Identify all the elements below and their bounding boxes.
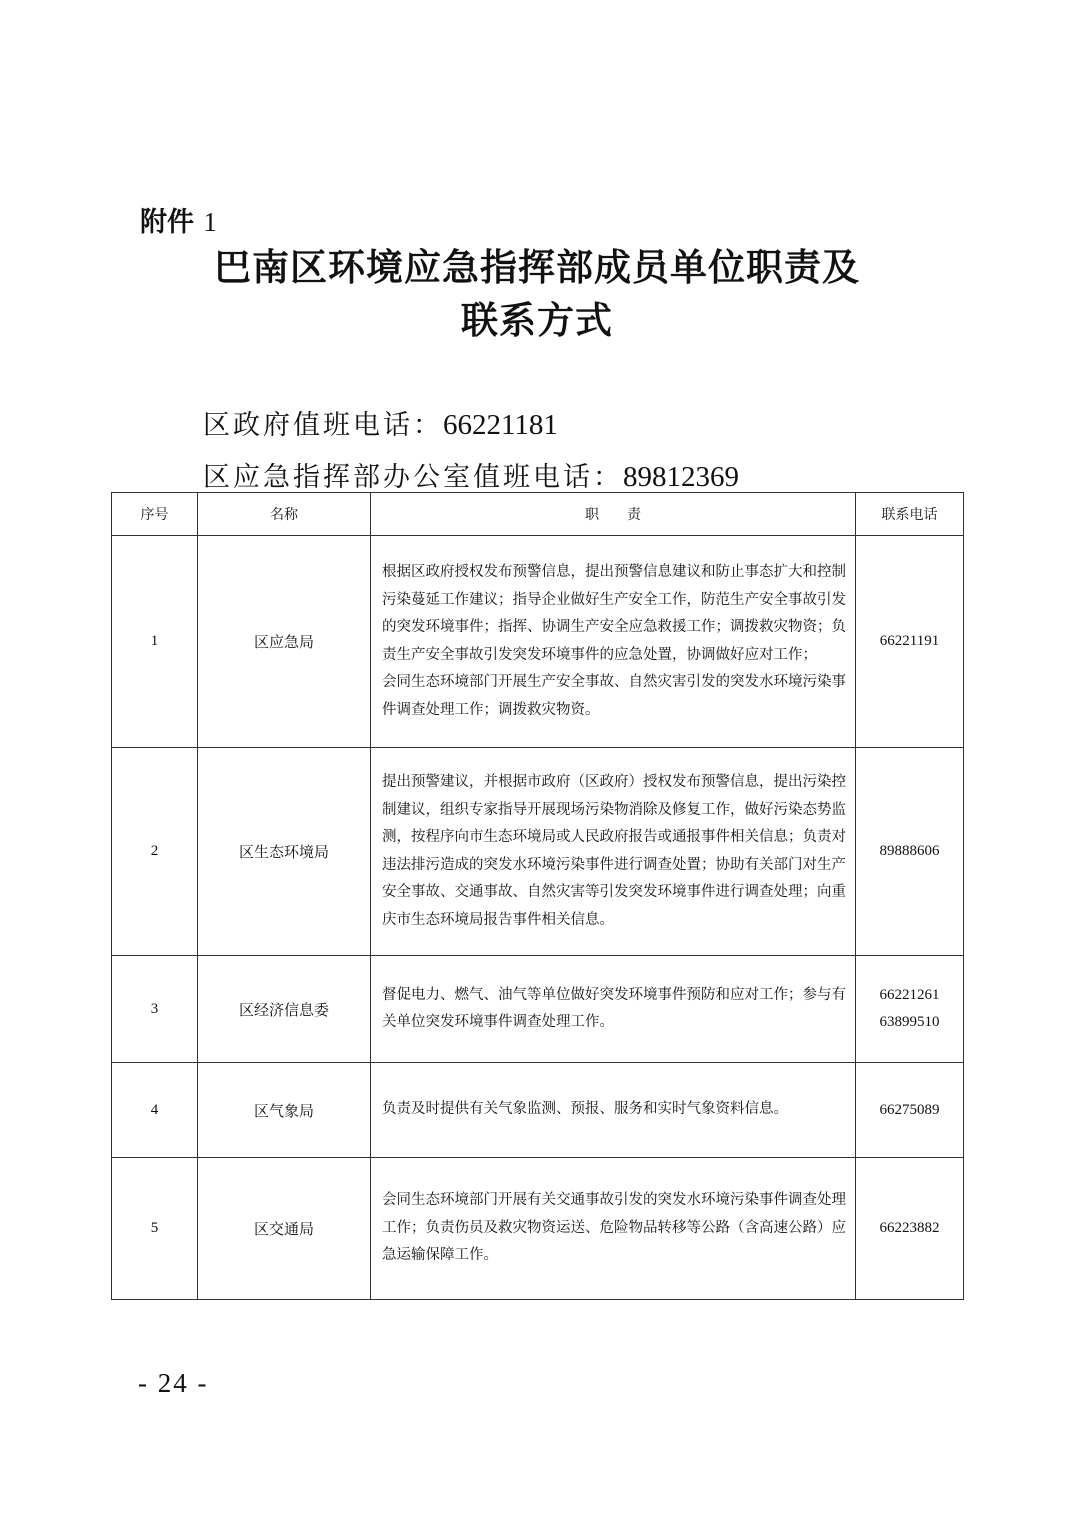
duty-paragraph: 会同生态环境部门开展生产安全事故、自然灾害引发的突发水环境污染事件调查处理工作；调拨救灾物资。 bbox=[382, 674, 846, 718]
phone-number: 66221261 bbox=[879, 987, 940, 1003]
phone-number: 89888606 bbox=[879, 843, 940, 859]
table-row bbox=[112, 1063, 964, 1158]
cell-unit-name: 区应急局 bbox=[198, 536, 371, 748]
cell-no: 4 bbox=[112, 1063, 198, 1158]
cell-unit-name: 区经济信息委 bbox=[198, 956, 371, 1063]
header-tel: 联系电话 bbox=[856, 493, 964, 536]
table-row bbox=[112, 536, 964, 748]
cell-unit-name: 区气象局 bbox=[198, 1063, 371, 1158]
cell-no: 2 bbox=[112, 748, 198, 956]
duty-paragraph: 提出预警建议，并根据市政府（区政府）授权发布预警信息，提出污染控制建议，组织专家指导开展现场污染物消除及修复工作，做好污染态势监测，按程序向市生态环境局或人民政府报告或通报事件相关信息；负责对违法排污造成的突发水环境污染事件进行调查处置；协助有关部门对生产安全事故、交通事故、自然灾害等引发突发环境事件进行调查处理；向重庆市生态环境局报告事件相关信息。 bbox=[382, 774, 846, 928]
cell-duty bbox=[371, 1158, 856, 1300]
document-title-line-1: 巴南区环境应急指挥部成员单位职责及 bbox=[214, 246, 860, 289]
cell-duty bbox=[371, 956, 856, 1063]
phone-number: 66223882 bbox=[879, 1220, 940, 1236]
phone-number: 66275089 bbox=[879, 1101, 940, 1118]
duty-paragraph: 会同生态环境部门开展有关交通事故引发的突发水环境污染事件调查处理工作；负责伤员及救灾物资运送、危险物品转移等公路（含高速公路）应急运输保障工作。 bbox=[382, 1192, 846, 1264]
cell-phone bbox=[856, 1063, 964, 1158]
attachment-prefix: 附件 bbox=[140, 207, 194, 238]
cell-unit-name: 区交通局 bbox=[198, 1158, 371, 1300]
cell-phone bbox=[856, 1158, 964, 1300]
district-gov-duty-phone bbox=[203, 403, 558, 442]
table-header-row bbox=[112, 493, 964, 536]
cell-phone bbox=[856, 536, 964, 748]
document-title-line-2: 联系方式 bbox=[461, 299, 613, 342]
duty-paragraph: 根据区政府授权发布预警信息，提出预警信息建议和防止事态扩大和控制污染蔓延工作建议；指导企业做好生产安全工作，防范生产安全事故引发的突发环境事件；指挥、协调生产安全应急救援工作；调拨救灾物资；负责生产安全事故引发突发环境事件的应急处置，协调做好应对工作； bbox=[382, 564, 846, 663]
header-name: 名称 bbox=[198, 493, 371, 536]
cell-no: 5 bbox=[112, 1158, 198, 1300]
phone-number: 89812369 bbox=[623, 461, 739, 493]
duty-paragraph: 督促电力、燃气、油气等单位做好突发环境事件预防和应对工作；参与有关单位突发环境事件调查处理工作。 bbox=[382, 986, 846, 1030]
cell-phone bbox=[856, 956, 964, 1063]
cell-phone bbox=[856, 748, 964, 956]
page-number: - 24 - bbox=[138, 1368, 209, 1398]
table-row bbox=[112, 748, 964, 956]
table-row bbox=[112, 956, 964, 1063]
cell-duty bbox=[371, 536, 856, 748]
header-duty: 职 责 bbox=[371, 493, 856, 536]
phone-label: 区政府值班电话： bbox=[203, 410, 443, 441]
phone-number: 63899510 bbox=[879, 1014, 940, 1030]
cell-duty bbox=[371, 1063, 856, 1158]
cell-no: 1 bbox=[112, 536, 198, 748]
attachment-label bbox=[140, 200, 217, 239]
emergency-office-duty-phone bbox=[203, 455, 739, 494]
cell-duty bbox=[371, 748, 856, 956]
duty-paragraph: 负责及时提供有关气象监测、预报、服务和实时气象资料信息。 bbox=[382, 1101, 788, 1118]
cell-no: 3 bbox=[112, 956, 198, 1063]
phone-number: 66221181 bbox=[443, 409, 558, 441]
cell-unit-name: 区生态环境局 bbox=[198, 748, 371, 956]
table-row bbox=[112, 1158, 964, 1300]
responsibility-table bbox=[111, 492, 964, 1300]
attachment-number: 1 bbox=[203, 207, 217, 237]
phone-number: 66221191 bbox=[879, 633, 940, 649]
header-no: 序号 bbox=[112, 493, 198, 536]
phone-label: 区应急指挥部办公室值班电话： bbox=[203, 462, 623, 493]
